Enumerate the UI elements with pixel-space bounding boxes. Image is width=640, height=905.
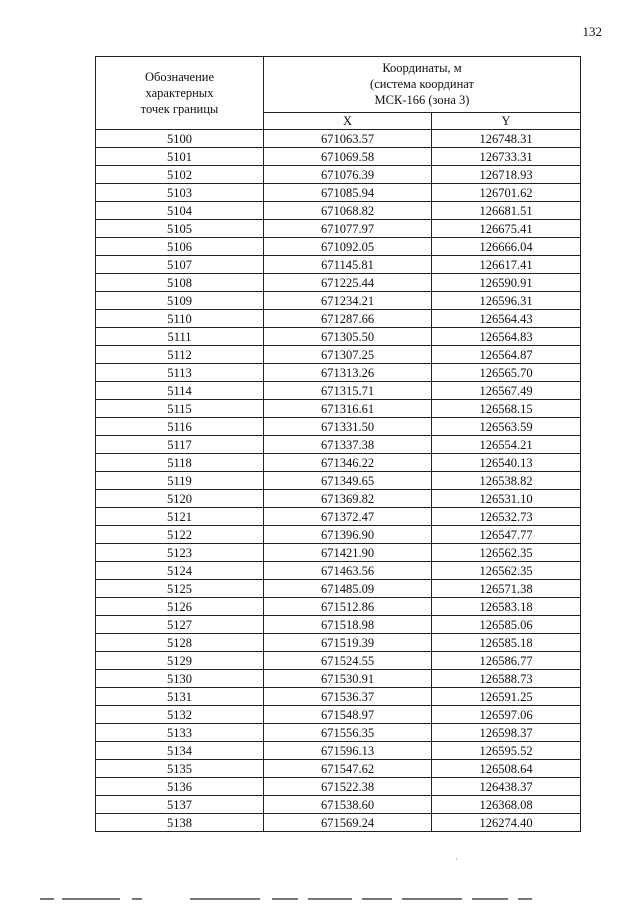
point-cell: 5136 <box>96 778 264 796</box>
point-cell: 5130 <box>96 670 264 688</box>
table-body <box>96 130 581 832</box>
y-coordinate-cell: 126590.91 <box>432 274 581 292</box>
point-cell: 5110 <box>96 310 264 328</box>
y-coordinate-cell: 126598.37 <box>432 724 581 742</box>
x-coordinate-cell: 671518.98 <box>264 616 432 634</box>
y-coordinate-cell: 126568.15 <box>432 400 581 418</box>
y-coordinate-cell: 126554.21 <box>432 436 581 454</box>
y-coordinate-cell: 126562.35 <box>432 544 581 562</box>
point-cell: 5125 <box>96 580 264 598</box>
point-cell: 5138 <box>96 814 264 832</box>
table-row <box>96 616 581 634</box>
point-cell: 5122 <box>96 526 264 544</box>
x-coordinate-cell: 671313.26 <box>264 364 432 382</box>
y-coordinate-cell: 126562.35 <box>432 562 581 580</box>
coordinates-column-header <box>264 57 581 113</box>
table-row <box>96 634 581 652</box>
y-coordinate-cell: 126596.31 <box>432 292 581 310</box>
x-coordinate-cell: 671331.50 <box>264 418 432 436</box>
y-coordinate-cell: 126733.31 <box>432 148 581 166</box>
table-row <box>96 688 581 706</box>
y-coordinate-cell: 126718.93 <box>432 166 581 184</box>
point-cell: 5124 <box>96 562 264 580</box>
point-cell: 5121 <box>96 508 264 526</box>
table-row <box>96 652 581 670</box>
y-coordinate-cell: 126564.83 <box>432 328 581 346</box>
x-coordinate-cell: 671225.44 <box>264 274 432 292</box>
point-cell: 5112 <box>96 346 264 364</box>
point-cell: 5108 <box>96 274 264 292</box>
point-cell: 5133 <box>96 724 264 742</box>
x-coordinate-cell: 671068.82 <box>264 202 432 220</box>
y-coordinate-cell: 126438.37 <box>432 778 581 796</box>
table-row <box>96 220 581 238</box>
x-coordinate-cell: 671524.55 <box>264 652 432 670</box>
point-column-header <box>96 57 264 130</box>
table-row <box>96 436 581 454</box>
table-row <box>96 580 581 598</box>
point-header-line: точек границы <box>140 102 219 116</box>
x-coordinate-cell: 671145.81 <box>264 256 432 274</box>
y-coordinate-cell: 126586.77 <box>432 652 581 670</box>
x-coordinate-cell: 671069.58 <box>264 148 432 166</box>
table-row <box>96 166 581 184</box>
point-cell: 5116 <box>96 418 264 436</box>
y-coordinate-cell: 126508.64 <box>432 760 581 778</box>
table-row <box>96 454 581 472</box>
x-coordinate-cell: 671421.90 <box>264 544 432 562</box>
y-coordinate-cell: 126540.13 <box>432 454 581 472</box>
y-coordinate-cell: 126564.43 <box>432 310 581 328</box>
table-row <box>96 130 581 148</box>
point-cell: 5134 <box>96 742 264 760</box>
x-coordinate-cell: 671548.97 <box>264 706 432 724</box>
x-coordinate-cell: 671307.25 <box>264 346 432 364</box>
x-coordinate-cell: 671556.35 <box>264 724 432 742</box>
x-coordinate-cell: 671596.13 <box>264 742 432 760</box>
y-coordinate-cell: 126701.62 <box>432 184 581 202</box>
point-cell: 5113 <box>96 364 264 382</box>
point-cell: 5107 <box>96 256 264 274</box>
y-coordinate-cell: 126681.51 <box>432 202 581 220</box>
point-cell: 5119 <box>96 472 264 490</box>
x-coordinate-cell: 671530.91 <box>264 670 432 688</box>
table-row <box>96 184 581 202</box>
table-row <box>96 364 581 382</box>
table-row <box>96 544 581 562</box>
point-cell: 5129 <box>96 652 264 670</box>
point-cell: 5102 <box>96 166 264 184</box>
table-row <box>96 598 581 616</box>
x-coordinate-cell: 671536.37 <box>264 688 432 706</box>
x-coordinate-cell: 671315.71 <box>264 382 432 400</box>
x-coordinate-cell: 671512.86 <box>264 598 432 616</box>
point-header-line: Обозначение <box>144 70 215 84</box>
x-coordinate-cell: 671569.24 <box>264 814 432 832</box>
x-coordinate-cell: 671519.39 <box>264 634 432 652</box>
point-cell: 5105 <box>96 220 264 238</box>
table-row <box>96 346 581 364</box>
table-row <box>96 418 581 436</box>
y-coordinate-cell: 126595.52 <box>432 742 581 760</box>
table-row <box>96 400 581 418</box>
footer-scan-marks <box>40 896 600 902</box>
x-coordinate-cell: 671346.22 <box>264 454 432 472</box>
table-row <box>96 328 581 346</box>
x-coordinate-cell: 671337.38 <box>264 436 432 454</box>
table-row <box>96 256 581 274</box>
point-cell: 5104 <box>96 202 264 220</box>
point-cell: 5106 <box>96 238 264 256</box>
y-coordinate-cell: 126564.87 <box>432 346 581 364</box>
point-cell: 5117 <box>96 436 264 454</box>
point-cell: 5126 <box>96 598 264 616</box>
x-coordinate-cell: 671234.21 <box>264 292 432 310</box>
y-coordinate-cell: 126547.77 <box>432 526 581 544</box>
coordinates-table <box>95 56 581 832</box>
point-cell: 5114 <box>96 382 264 400</box>
x-coordinate-cell: 671396.90 <box>264 526 432 544</box>
y-coordinate-cell: 126597.06 <box>432 706 581 724</box>
table-row <box>96 310 581 328</box>
y-coordinate-cell: 126274.40 <box>432 814 581 832</box>
point-cell: 5115 <box>96 400 264 418</box>
x-coordinate-cell: 671522.38 <box>264 778 432 796</box>
x-coordinate-cell: 671538.60 <box>264 796 432 814</box>
y-coordinate-cell: 126748.31 <box>432 130 581 148</box>
table-row <box>96 526 581 544</box>
y-coordinate-cell: 126563.59 <box>432 418 581 436</box>
x-coordinate-cell: 671547.62 <box>264 760 432 778</box>
point-cell: 5109 <box>96 292 264 310</box>
table-row <box>96 760 581 778</box>
table-row <box>96 796 581 814</box>
table-row <box>96 490 581 508</box>
y-coordinate-cell: 126585.06 <box>432 616 581 634</box>
x-coordinate-cell: 671287.66 <box>264 310 432 328</box>
point-header-line: характерных <box>145 86 214 100</box>
table-row <box>96 706 581 724</box>
point-cell: 5118 <box>96 454 264 472</box>
table-row <box>96 274 581 292</box>
x-coordinate-cell: 671316.61 <box>264 400 432 418</box>
x-coordinate-cell: 671063.57 <box>264 130 432 148</box>
x-coordinate-cell: 671369.82 <box>264 490 432 508</box>
table-row <box>96 508 581 526</box>
x-coordinate-cell: 671463.56 <box>264 562 432 580</box>
table-row <box>96 670 581 688</box>
table-header <box>96 57 581 130</box>
point-cell: 5135 <box>96 760 264 778</box>
table-row <box>96 238 581 256</box>
point-cell: 5131 <box>96 688 264 706</box>
table-row <box>96 148 581 166</box>
y-coordinate-cell: 126538.82 <box>432 472 581 490</box>
x-coordinate-cell: 671485.09 <box>264 580 432 598</box>
table-row <box>96 382 581 400</box>
y-coordinate-cell: 126583.18 <box>432 598 581 616</box>
coords-header-line: (система координат <box>370 77 474 92</box>
point-cell: 5123 <box>96 544 264 562</box>
table-row <box>96 724 581 742</box>
x-coordinate-cell: 671077.97 <box>264 220 432 238</box>
x-coordinate-cell: 671092.05 <box>264 238 432 256</box>
y-coordinate-cell: 126565.70 <box>432 364 581 382</box>
y-coordinate-cell: 126666.04 <box>432 238 581 256</box>
y-coordinate-cell: 126591.25 <box>432 688 581 706</box>
table-row <box>96 814 581 832</box>
y-coordinate-cell: 126571.38 <box>432 580 581 598</box>
x-column-header: X <box>264 112 432 129</box>
point-cell: 5132 <box>96 706 264 724</box>
y-column-header: Y <box>432 112 581 129</box>
coords-header-line: Координаты, м <box>382 61 462 76</box>
table-row <box>96 778 581 796</box>
table-row <box>96 292 581 310</box>
x-coordinate-cell: 671076.39 <box>264 166 432 184</box>
point-cell: 5111 <box>96 328 264 346</box>
point-cell: 5100 <box>96 130 264 148</box>
y-coordinate-cell: 126675.41 <box>432 220 581 238</box>
point-cell: 5127 <box>96 616 264 634</box>
point-cell: 5120 <box>96 490 264 508</box>
y-coordinate-cell: 126585.18 <box>432 634 581 652</box>
scan-speck <box>456 858 457 860</box>
coords-header-line: МСК-166 (зона 3) <box>374 93 470 108</box>
y-coordinate-cell: 126588.73 <box>432 670 581 688</box>
table-row <box>96 472 581 490</box>
x-coordinate-cell: 671349.65 <box>264 472 432 490</box>
y-coordinate-cell: 126617.41 <box>432 256 581 274</box>
point-cell: 5103 <box>96 184 264 202</box>
table-row <box>96 202 581 220</box>
point-cell: 5137 <box>96 796 264 814</box>
x-coordinate-cell: 671085.94 <box>264 184 432 202</box>
point-cell: 5101 <box>96 148 264 166</box>
point-cell: 5128 <box>96 634 264 652</box>
table-row <box>96 742 581 760</box>
page-number: 132 <box>582 24 602 39</box>
x-coordinate-cell: 671305.50 <box>264 328 432 346</box>
y-coordinate-cell: 126567.49 <box>432 382 581 400</box>
x-coordinate-cell: 671372.47 <box>264 508 432 526</box>
table-row <box>96 562 581 580</box>
y-coordinate-cell: 126531.10 <box>432 490 581 508</box>
y-coordinate-cell: 126532.73 <box>432 508 581 526</box>
y-coordinate-cell: 126368.08 <box>432 796 581 814</box>
